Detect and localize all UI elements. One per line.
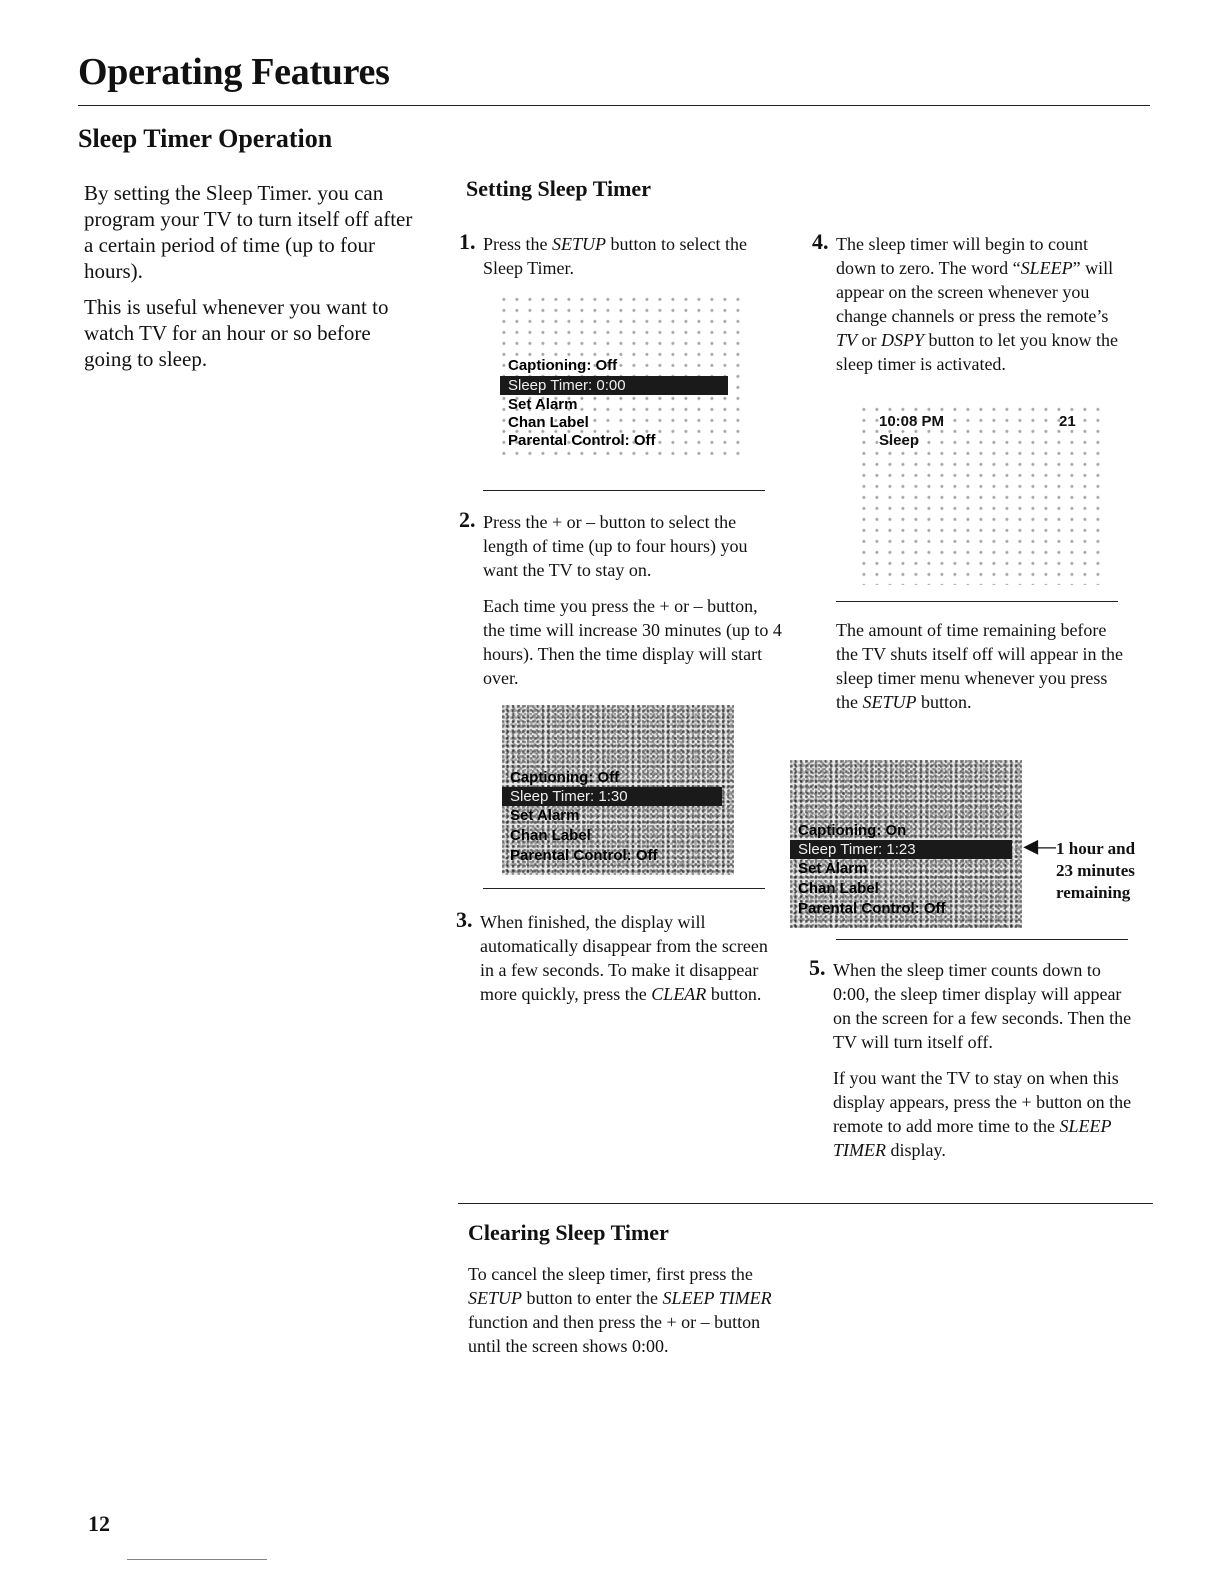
- osd-channel: 21: [1059, 413, 1076, 430]
- step-3: [456, 907, 780, 1006]
- menu-item-sleep-timer: Sleep Timer: 1:23: [790, 840, 1012, 859]
- divider: [836, 601, 1118, 602]
- divider: [458, 1203, 1153, 1204]
- step-4: [812, 229, 1126, 376]
- menu-item-chan-label: Chan Label: [510, 827, 591, 844]
- osd-status: Sleep: [879, 432, 920, 449]
- remaining-callout: 1 hour and 23 minutes remaining: [1056, 839, 1136, 902]
- step-extra-text: The amount of time remaining before the TV shuts itself off will appear in the sleep timer menu whenever you press the SETUP button.: [836, 620, 1123, 712]
- menu-item-set-alarm: Set Alarm: [798, 860, 868, 877]
- step-number: 3.: [456, 907, 473, 932]
- intro-paragraph-1: By setting the Sleep Timer. you can program your TV to turn itself off after a certain period of time (up to four hours).: [84, 181, 413, 283]
- osd-time: 10:08 PM: [879, 413, 945, 430]
- menu-item-captioning: Captioning: On: [798, 822, 907, 839]
- step-1: [459, 229, 788, 280]
- menu-item-sleep-timer: Sleep Timer: 1:30: [502, 787, 722, 806]
- osd-screen: [860, 405, 1100, 585]
- divider: [836, 939, 1128, 940]
- step-text: When the sleep timer counts down to 0:00, the sleep timer display will appear on the screen for a few seconds. Then the TV will turn itself off.: [833, 960, 1132, 1052]
- menu-item-parental-control: Parental Control: Off: [510, 847, 658, 864]
- menu-item-sleep-timer: Sleep Timer: 0:00: [500, 376, 728, 395]
- title-rule: [78, 105, 1150, 106]
- menu-screen-adjust: [502, 705, 734, 875]
- menu-item-set-alarm: Set Alarm: [508, 396, 578, 413]
- page-number: 12: [88, 1511, 110, 1536]
- menu-item-set-alarm: Set Alarm: [510, 807, 580, 824]
- step-extra-text: Each time you press the + or – button, the time will increase 30 minutes (up to 4 hours). Then the time display will start over.: [483, 596, 782, 688]
- divider: [483, 490, 765, 491]
- intro: [84, 180, 414, 372]
- clearing-text: To cancel the sleep timer, first press the SETUP button to enter the SLEEP TIMER function and then press the + or – button until the screen shows 0:00.: [468, 1264, 772, 1356]
- menu-item-chan-label: Chan Label: [508, 414, 589, 431]
- step-text: Press the + or – button to select the length of time (up to four hours) you want the TV to stay on.: [483, 512, 748, 580]
- step-number: 1.: [459, 229, 476, 254]
- menu-item-chan-label: Chan Label: [798, 880, 879, 897]
- footer-line: [127, 1559, 267, 1560]
- step-number: 2.: [459, 507, 476, 532]
- menu-item-captioning: Captioning: Off: [510, 769, 620, 786]
- section-title: Sleep Timer Operation: [78, 124, 333, 153]
- menu-item-parental-control: Parental Control: Off: [798, 900, 946, 917]
- menu-item-parental-control: Parental Control: Off: [508, 432, 656, 449]
- menu-item-captioning: Captioning: Off: [508, 357, 618, 374]
- menu-screen-setup: [500, 295, 740, 460]
- step-extra-text: If you want the TV to stay on when this display appears, press the + button on the remote to add more time to the SLEEP TIMER display.: [833, 1068, 1132, 1160]
- page-title: Operating Features: [78, 51, 390, 93]
- menu-screen-remaining: [790, 760, 1022, 928]
- setting-title: Setting Sleep Timer: [466, 176, 651, 201]
- step-number: 4.: [812, 229, 829, 254]
- step-2: [459, 507, 783, 690]
- intro-paragraph-2: This is useful whenever you want to watch TV for an hour or so before going to sleep.: [84, 295, 389, 371]
- divider: [483, 888, 765, 889]
- step-4-extra: [836, 618, 1126, 714]
- step-text: The sleep timer will begin to count down to zero. The word “SLEEP” will appear on the screen whenever you change channels or press the remote’s TV or DSPY button to let you know the sleep timer is activated.: [836, 234, 1119, 374]
- clearing-title: Clearing Sleep Timer: [468, 1220, 669, 1245]
- step-text: Press the SETUP button to select the Sleep Timer.: [483, 234, 747, 278]
- step-number: 5.: [809, 955, 826, 980]
- step-5: [809, 955, 1133, 1162]
- arrow-left-icon: ◀—: [1024, 836, 1056, 856]
- step-text: When finished, the display will automatically disappear from the screen in a few seconds. To make it disappear more quickly, press the CLEAR button.: [480, 912, 768, 1004]
